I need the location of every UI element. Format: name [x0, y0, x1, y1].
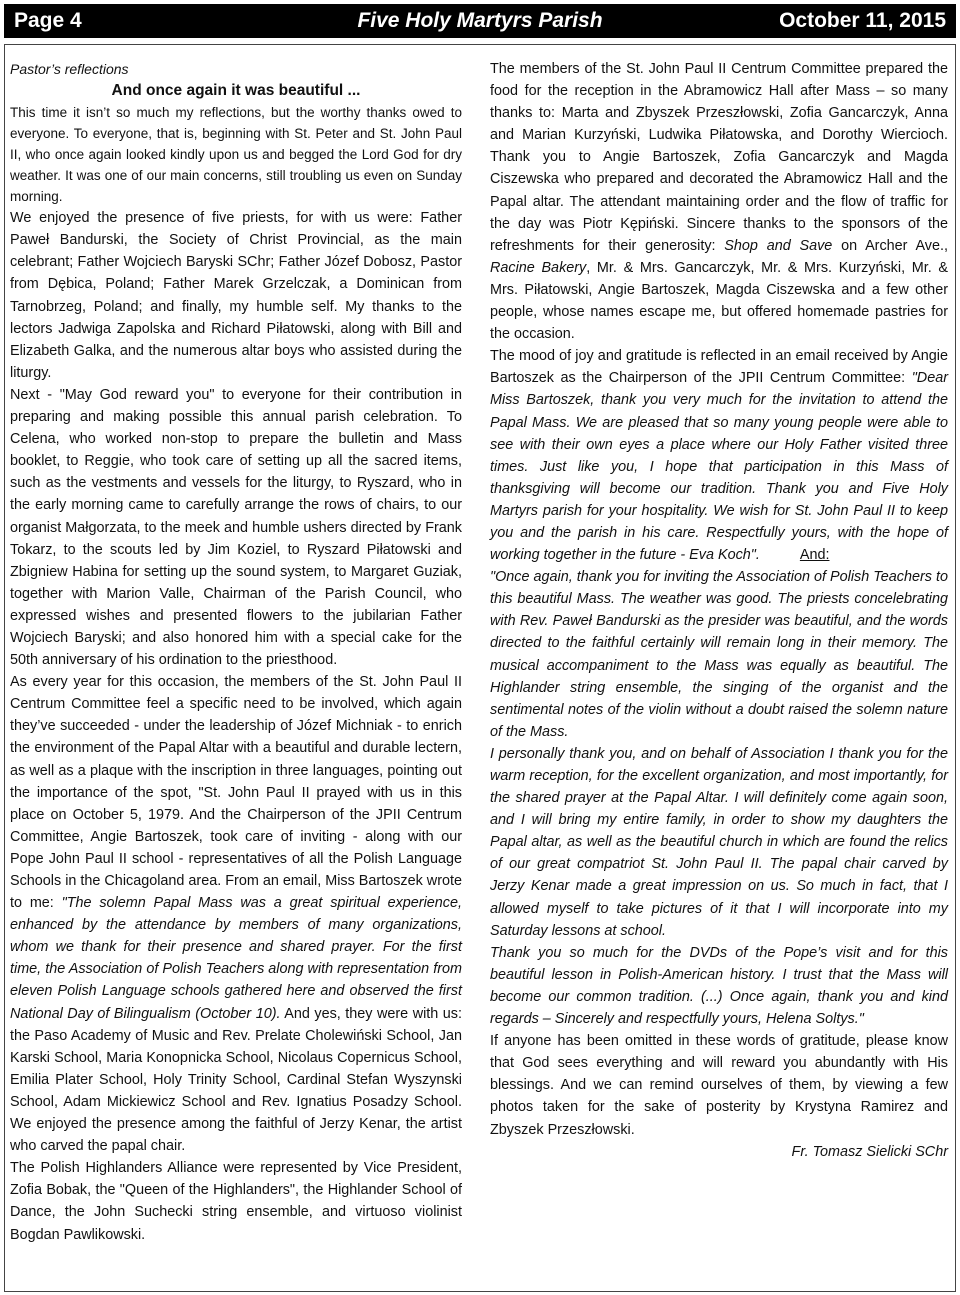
paragraph-11: If anyone has been omitted in these words of gratitude, please know that God sees everything and will reward you abundantly with His blessings. And we can remind ourselves of them, by viewing a few photos taken for the sake of posterity by Krystyna Ramirez and Zbyszek Przeszłowski. [490, 1033, 948, 1138]
page-number: Page 4 [14, 9, 82, 32]
paragraph-5: The Polish Highlanders Alliance were represented by Vice President, Zofia Bobak, the "Queen of the Highlanders", the Highlander School of Dance, the John Suchecki string ensemble, and virtuoso violinist Bogdan Pawlikowski. [10, 1160, 462, 1243]
issue-date: October 11, 2015 [779, 9, 946, 32]
paragraph-4-continued: And yes, they were with us: the Paso Academy of Music and Rev. Prelate Cholewiński School, Jan Karski School, Maria Konopnicka School, Nicolaus Copernicus School, Emilia Plater School, Holy Trinity School, Cardinal Stefan Wyszynski School, Adam Mickiewicz School and Rev. Ignatius Posadzy School. We enjoyed the presence among the faithful of Jerzy Kenar, the artist who carved the papal chair. [10, 1005, 462, 1155]
paragraph-1: This time it isn’t so much my reflections, but the worthy thanks owed to everyone. To everyone, that is, beginning with St. Peter and St. John Paul II, who once again looked kindly upon us and begged the Lord God for dry weather. It was one of our main concerns, still troubling us even on Sunday morning. [10, 105, 462, 205]
paragraph-9: I personally thank you, and on behalf of Association I thank you for the warm reception, for the excellent organization, and most importantly, for the shared prayer at the Papal Altar. I will definitely come again soon, and I will bring my entire family, in order to show my daughters the Papal altar, as well as the beautiful church in which are found the relics of our great compatriot St. John Paul II. The papal chair carved by Jerzy Kenar made a great impression on us. So much in fact, that I allowed myself to take pictures of it that I will incorporate into my Saturday lessons at school. [490, 745, 948, 939]
paragraph-3: Next - "May God reward you" to everyone for their contribution in preparing and making possible this annual parish celebration. To Celena, who worked non-stop to prepare the bulletin and Mass booklet, to Reggie, who took care of setting up all the sacred items, such as the vestments and vessels for the liturgy, to Ryszard, who in the early morning came to carefully arrange the rows of chairs, to our organist Małgorzata, to the meek and humble ushers directed by Frank Tokarz, to the scouts led by Jim Koziel, to Ryszard Piłatowski and Zbigniew Habina for setting up the sound system, to Margaret Guziak, together with Marion Valle, Chairman of the Parish Council, who expressed wishes and presented flowers to the jubilarian Father Wojciech Baryski; and also honored him with a special cake for the 50th anniversary of his ordination to the priesthood. [10, 386, 462, 669]
sponsor-shop-and-save: Shop and Save [724, 237, 833, 254]
sponsor-racine-bakery: Racine Bakery [490, 259, 587, 276]
right-column [490, 58, 948, 1163]
paragraph-7-text: The mood of joy and gratitude is reflected in an email received by Angie Bartoszek as the Chairperson of the JPII Centrum Committee: [490, 348, 948, 387]
signature: Fr. Tomasz Sielicki SChr [791, 1143, 948, 1160]
paragraph-6-text: The members of the St. John Paul II Centrum Committee prepared the food for the reception in the Abramowicz Hall after Mass – so many thanks to: Marta and Zbyszek Przeszłowski, Zofia Gancarczyk, Anna and Marian Kurzyński, Ludwika Piłatowska, and Dorothy Wiercioch. Thank you to Angie Bartoszek, Zofia Gancarczyk and Magda Ciszewska who prepared and decorated the Abramowicz Hall and the Papal altar. The attendant maintaining order and the flow of traffic for the day was Piotr Kępiński. Sincere thanks to the sponsors of the refreshments for their generosity: [490, 61, 948, 254]
paragraph-6 [490, 58, 948, 345]
paragraph-4 [10, 671, 462, 1157]
section-kicker: Pastor’s reflections [10, 61, 129, 77]
and-label: And: [799, 547, 830, 564]
paragraph-10: Thank you so much for the DVDs of the Pope’s visit and for this beautiful lesson in Polish-American history. I trust that the Mass will become our common tradition. (...) Once again, thank you and kind regards – Sincerely and respectfully yours, Helena Soltys." [490, 944, 948, 1028]
article-headline: And once again it was beautiful ... [111, 82, 361, 100]
paragraph-2: We enjoyed the presence of five priests, for with us were: Father Paweł Bandurski, the Society of Christ Provincial, as the main celebrant; Father Wojciech Baryski SChr; Father Józef Dobosz, Pastor from Dębica, Poland; Father Marek Grzelczak, a Dominican from Tarnobrzeg, Poland; and finally, my humble self. My thanks to the lectors Jadwiga Zapolska and Richard Piłatowski, along with Bill and Elizabeth Galka, and the numerous altar boys who assisted during the liturgy. [10, 210, 462, 381]
paragraph-8: "Once again, thank you for inviting the Association of Polish Teachers to this beautiful Mass. The weather was good. The priests concelebrating with Rev. Paweł Bandurski as the presider was beautiful, and the words directed to the faithful certainly will remain long in their memory. The musical accompaniment to the Mass was equally as beautiful. The Highlander string ensemble, the singing of the organist and the sentimental notes of the violin without a doubt raised the solemn nature of the Mass. [490, 569, 948, 740]
left-column [10, 58, 462, 1246]
koch-quote: "Dear Miss Bartoszek, thank you very much for the invitation to attend the Papal Mass. We are pleased that so many young people were able to see with their own eyes a place where our Holy Father visited three times. Just like you, I hope that participation in this Mass of thanksgiving will become our tradition. Thank you and Five Holy Martyrs parish for your hospitality. We wish for St. John Paul II to keep you and the parish in his care. Respectfully yours, with the hope of working together in the future - Eva Koch". [490, 370, 948, 564]
paragraph-6-mid: on Archer Ave., [832, 237, 948, 254]
bartoszek-quote: "The solemn Papal Mass was a great spiritual experience, enhanced by the attendance by members of many organizations, whom we thank for their presence and shared prayer. For the first time, the Association of Polish Teachers along with representation from eleven Polish Language schools gathered here and observed the first National Day of Bilingualism (October 10). [10, 895, 462, 1022]
parish-name: Five Holy Martyrs Parish [357, 9, 603, 32]
paragraph-6-end: , Mr. & Mrs. Gancarczyk, Mr. & Mrs. Kurzyński, Mr. & Mrs. Piłatowski, Angie Bartoszek, Magda Ciszewska and a few other people, whose names escape me, but offered homemade pastries for the occasion. [490, 259, 948, 343]
paragraph-4-text: As every year for this occasion, the members of the St. John Paul II Centrum Committee feel a specific need to be involved, which again they’ve succeeded - under the leadership of Józef Michniak - to enrich the environment of the Papal Altar with a beautiful and durable lectern, as well as a plaque with the inscription in three languages, pointing out the importance of the spot, "St. John Paul II prayed with us in this place on October 5, 1979. And the Chairperson of the JPII Centrum Committee, Angie Bartoszek, took care of inviting - along with our Pope John Paul II school - representatives of all the Polish Language Schools in the Chicagoland area. From an email, Miss Bartoszek wrote to me: [10, 674, 462, 912]
paragraph-7 [490, 345, 948, 566]
page-header [4, 4, 956, 38]
